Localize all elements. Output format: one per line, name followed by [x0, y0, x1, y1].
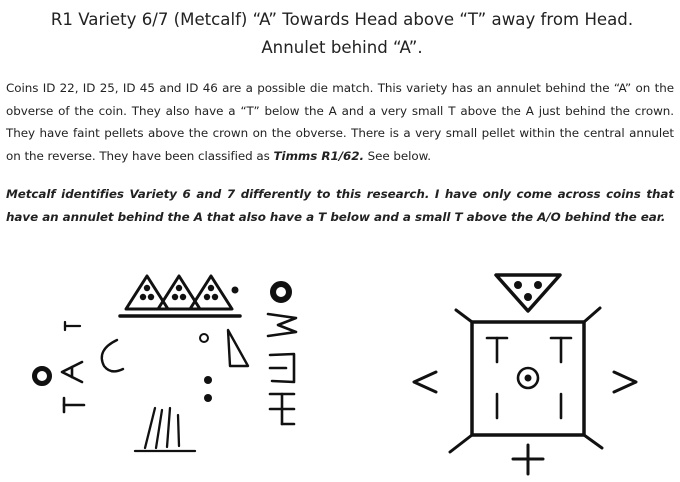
- plus-icon: [513, 445, 543, 474]
- page-title: R1 Variety 6/7 (Metcalf) “A” Towards Head above “T” away from Head. Annulet behind “A”.: [50, 10, 634, 57]
- corner-stroke: [450, 435, 472, 452]
- metcalf-note: Metcalf identifies Variety 6 and 7 differently to this research. I have only come across coins that have an annulet behind the A that also have a T below and a small T above the A/O behind the ear.: [6, 187, 674, 224]
- reverse-diagram: [414, 275, 636, 474]
- legend-letter-e: [270, 394, 294, 424]
- corner-stroke: [584, 308, 600, 322]
- triangle-icon: [228, 330, 248, 366]
- chevron-right-icon: [614, 372, 636, 392]
- corner-stroke: [584, 435, 602, 448]
- reverse-t-right: [551, 338, 571, 362]
- corner-stroke: [456, 310, 472, 322]
- central-pellet-icon: [525, 375, 532, 382]
- hair-strokes: [135, 408, 195, 451]
- legend-letter-c: [270, 354, 294, 382]
- chevron-left-icon: [414, 372, 436, 392]
- crown-icon: [120, 276, 240, 316]
- classification-reference: Timms R1/62.: [273, 148, 364, 163]
- letter-a-rotated: [62, 362, 82, 382]
- description-text: Coins ID 22, ID 25, ID 45 and ID 46 are a possible die match. This variety has an annulet behind the “A” on the obverse of the coin. They also have a “T” below the A and a very small T above the A just behind the crown. They have faint pellets above the crown on the obverse. There is a very small pellet within the central annulet on the reverse. They have been classified as: [6, 81, 674, 163]
- reverse-t-left: [487, 338, 507, 362]
- reverse-triangle-icon: [496, 275, 560, 311]
- letter-t-rotated: [64, 398, 84, 412]
- obverse-diagram: [35, 276, 297, 451]
- legend-annulet-icon: [273, 284, 289, 300]
- small-o-icon: [200, 334, 208, 342]
- description-tail: See below.: [363, 148, 431, 163]
- annulet-behind-a-icon: [35, 369, 50, 384]
- pellet-icon: [204, 376, 212, 384]
- pellet-icon: [204, 394, 212, 402]
- crescent-icon: [102, 340, 123, 371]
- small-t-above-a: [65, 322, 80, 330]
- legend-letter-w: [268, 314, 296, 336]
